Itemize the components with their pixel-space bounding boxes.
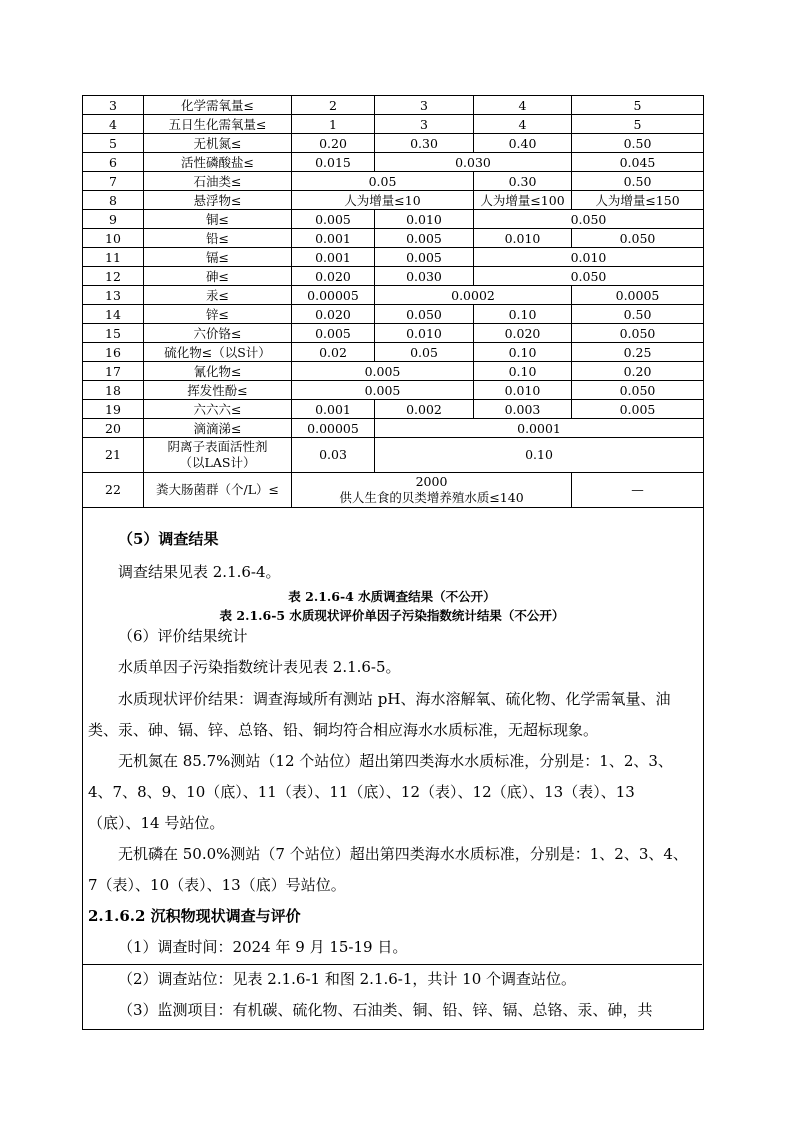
row-number: 5: [83, 134, 144, 153]
parameter-name: 无机氮≤: [144, 134, 292, 153]
standard-value-cell: 0.10: [474, 305, 572, 324]
table-row: [83, 96, 704, 115]
section-2-1-6-2-heading: 2.1.6.2 沉积物现状调查与评价: [88, 907, 301, 925]
standard-value-cell: 3: [375, 96, 474, 115]
standard-value-cell: 0.20: [572, 362, 704, 381]
parameter-name: 铜≤: [144, 210, 292, 229]
standard-value-cell: 0.50: [572, 172, 704, 191]
parameter-name: 汞≤: [144, 286, 292, 305]
paragraph-2-line-1: 水质现状评价结果：调查海域所有测站 pH、海水溶解氧、硫化物、化学需氧量、油: [118, 690, 671, 708]
sediment-item-1: （1）调查时间：2024 年 9 月 15-19 日。: [118, 938, 408, 956]
standard-value-cell: 0.10: [375, 438, 704, 473]
parameter-name: 六价铬≤: [144, 324, 292, 343]
row-number: 9: [83, 210, 144, 229]
standard-value-cell: 0.045: [572, 153, 704, 172]
standard-value-cell: 0.020: [292, 267, 375, 286]
standard-value-cell: 0.0005: [572, 286, 704, 305]
standard-value-cell: 2: [292, 96, 375, 115]
table-row: [83, 343, 704, 362]
standard-value-cell: 0.005: [292, 324, 375, 343]
standard-value-cell: 0.005: [292, 362, 474, 381]
table-row: [83, 248, 704, 267]
standard-value-cell: 0.030: [375, 153, 572, 172]
standard-value-cell: 0.005: [292, 210, 375, 229]
standard-value-cell: 0.0002: [375, 286, 572, 305]
standard-value-cell: 0.50: [572, 134, 704, 153]
table-row: [83, 419, 704, 438]
table-caption-2-1-6-4: 表 2.1.6-4 水质调查结果（不公开）: [288, 589, 496, 604]
standard-value-cell: —: [572, 473, 704, 508]
row-number: 16: [83, 343, 144, 362]
parameter-name: 石油类≤: [144, 172, 292, 191]
divider-line: [82, 964, 702, 965]
standard-value-cell: 0.003: [474, 400, 572, 419]
row-number: 15: [83, 324, 144, 343]
standard-value-cell: 0.20: [292, 134, 375, 153]
row-number: 21: [83, 438, 144, 473]
table-row: [83, 267, 704, 286]
standard-value-cell: 0.050: [474, 267, 704, 286]
row-number: 20: [83, 419, 144, 438]
standard-value-cell: 0.10: [474, 343, 572, 362]
parameter-name: 滴滴涕≤: [144, 419, 292, 438]
parameter-name: 氰化物≤: [144, 362, 292, 381]
standard-value-cell: 人为增量≤10: [292, 191, 474, 210]
paragraph-2-line-2: 类、汞、砷、镉、锌、总铬、铅、铜均符合相应海水水质标准，无超标现象。: [88, 721, 599, 739]
sediment-item-2: （2）调查站位：见表 2.1.6-1 和图 2.1.6-1，共计 10 个调查站位。: [118, 970, 577, 988]
parameter-name: 镉≤: [144, 248, 292, 267]
standard-value-cell: 0.020: [292, 305, 375, 324]
parameter-name: 阴离子表面活性剂 （以LAS计）: [144, 438, 292, 473]
table-row: [83, 115, 704, 134]
row-number: 12: [83, 267, 144, 286]
row-number: 17: [83, 362, 144, 381]
standard-value-cell: 0.010: [375, 210, 474, 229]
standard-value-cell: 0.030: [375, 267, 474, 286]
row-number: 10: [83, 229, 144, 248]
standard-value-cell: 0.50: [572, 305, 704, 324]
parameter-name: 硫化物≤（以S计）: [144, 343, 292, 362]
table-row: [83, 438, 704, 473]
standard-value-cell: 0.010: [474, 381, 572, 400]
standard-value-cell: 0.050: [375, 305, 474, 324]
parameter-name: 化学需氧量≤: [144, 96, 292, 115]
standard-value-cell: 0.005: [375, 248, 474, 267]
standard-value-cell: 0.005: [375, 229, 474, 248]
standard-value-cell: 0.020: [474, 324, 572, 343]
standard-value-cell: 5: [572, 96, 704, 115]
standard-value-cell: 0.002: [375, 400, 474, 419]
table-row: [83, 153, 704, 172]
standard-value-cell: 2000 供人生食的贝类增养殖水质≤140: [292, 473, 572, 508]
standard-value-cell: 5: [572, 115, 704, 134]
paragraph-3-line-3: （底）、14 号站位。: [88, 814, 225, 832]
row-number: 4: [83, 115, 144, 134]
table-row: [83, 324, 704, 343]
standard-value-cell: 0.050: [474, 210, 704, 229]
table-row: [83, 229, 704, 248]
section-6-heading: （6）评价结果统计: [118, 627, 248, 645]
parameter-name: 砷≤: [144, 267, 292, 286]
row-number: 22: [83, 473, 144, 508]
paragraph-3-line-1: 无机氮在 85.7%测站（12 个站位）超出第四类海水水质标准，分别是：1、2、3、: [118, 752, 673, 770]
standard-value-cell: 0.40: [474, 134, 572, 153]
standard-value-cell: 0.30: [474, 172, 572, 191]
standard-value-cell: 0.001: [292, 229, 375, 248]
sediment-item-3: （3）监测项目：有机碳、硫化物、石油类、铜、铅、锌、镉、总铬、汞、砷，共: [118, 1001, 653, 1019]
parameter-name: 挥发性酚≤: [144, 381, 292, 400]
standard-value-cell: 0.050: [572, 381, 704, 400]
standard-value-cell: 0.03: [292, 438, 375, 473]
standard-value-cell: 0.010: [375, 324, 474, 343]
standard-value-cell: 0.05: [292, 172, 474, 191]
section-5-heading: （5）调查结果: [118, 530, 219, 548]
parameter-name: 锌≤: [144, 305, 292, 324]
table-row: [83, 381, 704, 400]
parameter-name: 悬浮物≤: [144, 191, 292, 210]
parameter-name: 粪大肠菌群（个/L）≤: [144, 473, 292, 508]
paragraph-4-line-1: 无机磷在 50.0%测站（7 个站位）超出第四类海水水质标准，分别是：1、2、3、4、: [118, 845, 688, 863]
standard-value-cell: 0.005: [572, 400, 704, 419]
standard-value-cell: 0.001: [292, 400, 375, 419]
table-caption-2-1-6-5: 表 2.1.6-5 水质现状评价单因子污染指数统计结果（不公开）: [219, 608, 565, 623]
standard-value-cell: 0.0001: [375, 419, 704, 438]
table-row: [83, 362, 704, 381]
table-row: [83, 305, 704, 324]
table-row: [83, 191, 704, 210]
paragraph-1: 水质单因子污染指数统计表见表 2.1.6-5。: [118, 658, 401, 676]
standard-value-cell: 0.10: [474, 362, 572, 381]
standard-value-cell: 0.05: [375, 343, 474, 362]
parameter-name: 铅≤: [144, 229, 292, 248]
parameter-name: 活性磷酸盐≤: [144, 153, 292, 172]
paragraph-3-line-2: 4、7、8、9、10（底）、11（表）、11（底）、12（表）、12（底）、13（表）、13: [88, 783, 635, 801]
standard-value-cell: 4: [474, 115, 572, 134]
standard-value-cell: 0.30: [375, 134, 474, 153]
standard-value-cell: 0.00005: [292, 286, 375, 305]
row-number: 18: [83, 381, 144, 400]
parameter-name: 六六六≤: [144, 400, 292, 419]
standard-value-cell: 4: [474, 96, 572, 115]
standard-value-cell: 3: [375, 115, 474, 134]
standard-value-cell: 0.050: [572, 229, 704, 248]
row-number: 8: [83, 191, 144, 210]
standard-value-cell: 1: [292, 115, 375, 134]
table-row: [83, 400, 704, 419]
row-number: 19: [83, 400, 144, 419]
standard-value-cell: 0.25: [572, 343, 704, 362]
standard-value-cell: 0.005: [292, 381, 474, 400]
table-row: [83, 473, 704, 508]
row-number: 11: [83, 248, 144, 267]
table-row: [83, 286, 704, 305]
standard-value-cell: 0.010: [474, 248, 704, 267]
table-row: [83, 134, 704, 153]
paragraph-4-line-2: 7（表）、10（表）、13（底）号站位。: [88, 876, 346, 894]
row-number: 3: [83, 96, 144, 115]
standard-value-cell: 人为增量≤100: [474, 191, 572, 210]
parameter-name: 五日生化需氧量≤: [144, 115, 292, 134]
row-number: 7: [83, 172, 144, 191]
section-5-text: 调查结果见表 2.1.6-4。: [118, 563, 281, 581]
standard-value-cell: 人为增量≤150: [572, 191, 704, 210]
standard-value-cell: 0.010: [474, 229, 572, 248]
row-number: 13: [83, 286, 144, 305]
standard-value-cell: 0.001: [292, 248, 375, 267]
seawater-quality-standard-table: [82, 95, 704, 508]
row-number: 14: [83, 305, 144, 324]
standard-value-cell: 0.015: [292, 153, 375, 172]
standard-value-cell: 0.050: [572, 324, 704, 343]
table-row: [83, 172, 704, 191]
table-row: [83, 210, 704, 229]
standard-value-cell: 0.02: [292, 343, 375, 362]
row-number: 6: [83, 153, 144, 172]
standard-value-cell: 0.00005: [292, 419, 375, 438]
